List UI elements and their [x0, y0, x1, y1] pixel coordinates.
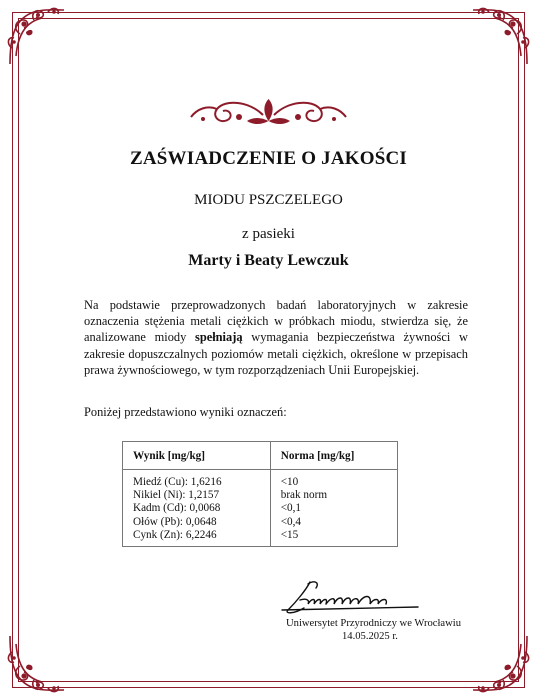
- norm-cell: <0,4: [280, 515, 302, 528]
- results-table: [122, 441, 398, 547]
- norm-cell: <10: [280, 476, 299, 488]
- issue-date: 14.05.2025 r.: [342, 631, 398, 642]
- table-header-row: [123, 442, 398, 470]
- corner-ornament-icon: [469, 632, 533, 696]
- statement-text-end: wymagania bezpieczeństwa żywności w zakresie dopuszczalnych poziomów metali ciężkich, określone w przepisach prawa żywnościowego, w tym rozporządzeniach Unii Europejskiej.: [84, 330, 468, 377]
- norm-cell: <15: [280, 528, 299, 541]
- handwritten-signature-icon: [270, 576, 420, 616]
- table-row: [123, 529, 398, 547]
- from-apiary-label: z pasieki: [242, 226, 295, 242]
- norm-cell: brak norm: [280, 489, 328, 502]
- statement-emphasis: spełniają: [195, 330, 243, 345]
- results-intro: Poniżej przedstawiono wyniki oznaczeń:: [84, 405, 287, 419]
- norm-cell: <0,1: [280, 502, 302, 515]
- decorative-flourish-icon: [188, 95, 349, 129]
- corner-ornament-icon: [469, 4, 533, 68]
- issuer-name: Uniwersytet Przyrodniczy we Wrocławiu: [286, 618, 462, 629]
- column-header-norm: Norma [mg/kg]: [270, 442, 397, 470]
- table-row: [123, 470, 398, 490]
- certificate-statement: [84, 297, 468, 378]
- result-cell: Ołów (Pb): 0,0648: [123, 516, 271, 529]
- statement-text-start: Na podstawie przeprowadzonych badań laboratoryjnych w zakresie oznaczenia stężenia metali ciężkich w próbkach miodu, stwierdza się, że analizowane miody: [84, 298, 468, 345]
- result-cell: Kadm (Cd): 0,0068: [123, 502, 271, 515]
- certificate-title: ZAŚWIADCZENIE O JAKOŚCI: [130, 148, 407, 169]
- table-row: [123, 489, 398, 502]
- certificate-subtitle: MIODU PSZCZELEGO: [194, 192, 343, 208]
- result-cell: Miedź (Cu): 1,6216: [123, 470, 271, 490]
- result-cell: Nikiel (Ni): 1,2157: [123, 489, 271, 502]
- corner-ornament-icon: [4, 632, 68, 696]
- apiary-name: Marty i Beaty Lewczuk: [188, 252, 349, 269]
- table-row: [123, 502, 398, 515]
- column-header-result: Wynik [mg/kg]: [123, 442, 271, 470]
- corner-ornament-icon: [4, 4, 68, 68]
- result-cell: Cynk (Zn): 6,2246: [123, 529, 271, 547]
- table-row: [123, 516, 398, 529]
